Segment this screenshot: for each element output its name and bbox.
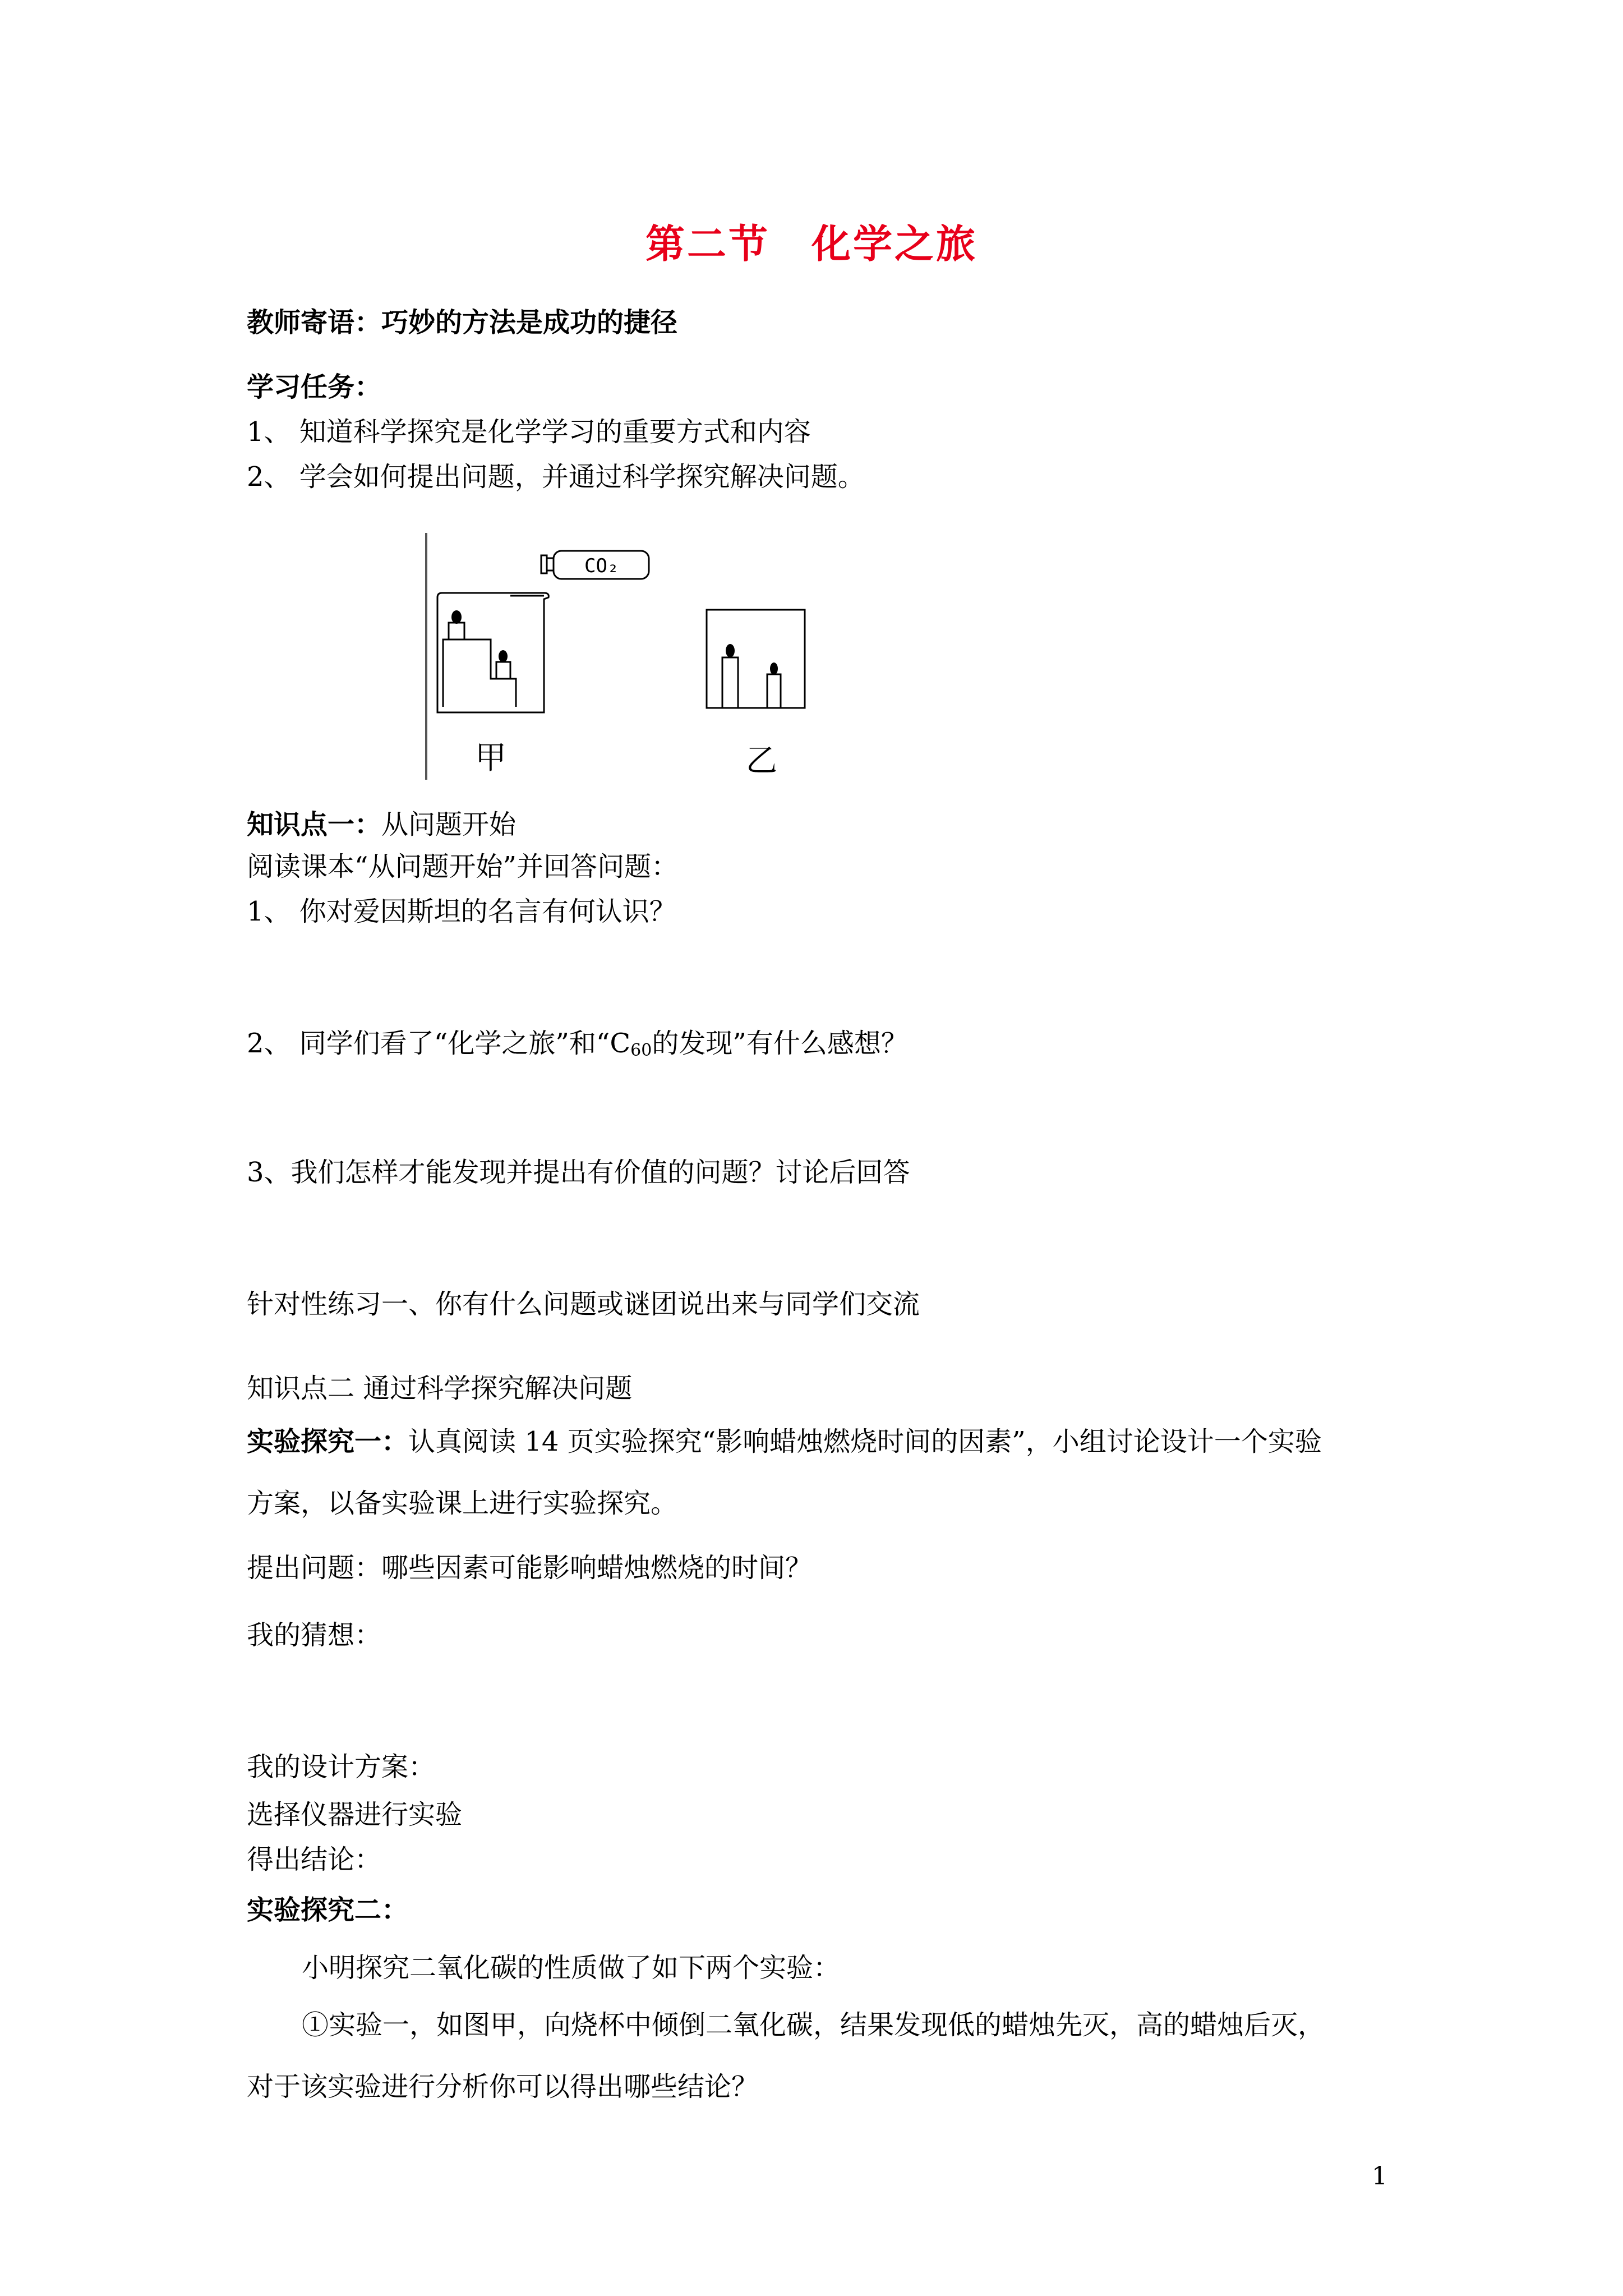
caption-yi: 乙 bbox=[746, 743, 777, 779]
experiment-2-intro: 小明探究二氧化碳的性质做了如下两个实验： bbox=[302, 1952, 841, 1984]
experiment-2-label: 实验探究二： bbox=[247, 1894, 409, 1926]
experiment-1-line1: 实验探究一：认真阅读 14 页实验探究“影响蜡烛燃烧时间的因素”，小组讨论设计一个实验 bbox=[247, 1426, 1322, 1457]
experiment-1-label: 实验探究一： bbox=[247, 1426, 409, 1457]
page-title: 第二节 化学之旅 bbox=[645, 220, 978, 267]
my-design: 我的设计方案： bbox=[247, 1751, 436, 1783]
kp1-question-3: 3、我们怎样才能发现并提出有价值的问题？讨论后回答 bbox=[247, 1157, 910, 1188]
conclusion: 得出结论： bbox=[247, 1844, 382, 1875]
kp2-heading: 知识点二 通过科学探究解决问题 bbox=[247, 1373, 633, 1404]
experiment-2-item-1: ①实验一，如图甲，向烧杯中倾倒二氧化碳，结果发现低的蜡烛先灭，高的蜡烛后灭， bbox=[302, 2009, 1325, 2041]
task-item-2: 2、 学会如何提出问题，并通过科学探究解决问题。 bbox=[247, 461, 865, 493]
kp1-heading bbox=[247, 808, 516, 841]
kp1-title: 从问题开始 bbox=[381, 809, 517, 840]
kp1-intro: 阅读课本“从问题开始”并回答问题： bbox=[247, 851, 679, 882]
kp1-question-2: 2、 同学们看了“化学之旅”和“$C_{60}$的发现”有什么感想？ bbox=[247, 1028, 908, 1060]
teacher-motto: 教师寄语：巧妙的方法是成功的捷径 bbox=[247, 307, 678, 338]
practice-1: 针对性练习一、你有什么问题或谜团说出来与同学们交流 bbox=[247, 1289, 920, 1320]
tasks-heading: 学习任务： bbox=[247, 371, 382, 403]
select-instruments: 选择仪器进行实验 bbox=[247, 1799, 463, 1830]
my-guess: 我的猜想： bbox=[247, 1619, 382, 1651]
task-item-1: 1、 知道科学探究是化学学习的重要方式和内容 bbox=[247, 416, 811, 448]
experiment-1-line2: 方案，以备实验课上进行实验探究。 bbox=[247, 1488, 678, 1519]
kp1-question-1: 1、 你对爱因斯坦的名言有何认识？ bbox=[247, 896, 676, 927]
experiment-figure bbox=[409, 533, 858, 791]
kp1-label: 知识点一： bbox=[247, 809, 382, 840]
page-number: 1 bbox=[1372, 2162, 1387, 2191]
ask-question: 提出问题：哪些因素可能影响蜡烛燃烧的时间？ bbox=[247, 1552, 813, 1584]
co2-label: CO₂ bbox=[584, 555, 619, 577]
caption-jia: 甲 bbox=[475, 740, 506, 776]
experiment-2-item-1-cont: 对于该实验进行分析你可以得出哪些结论？ bbox=[247, 2071, 759, 2102]
